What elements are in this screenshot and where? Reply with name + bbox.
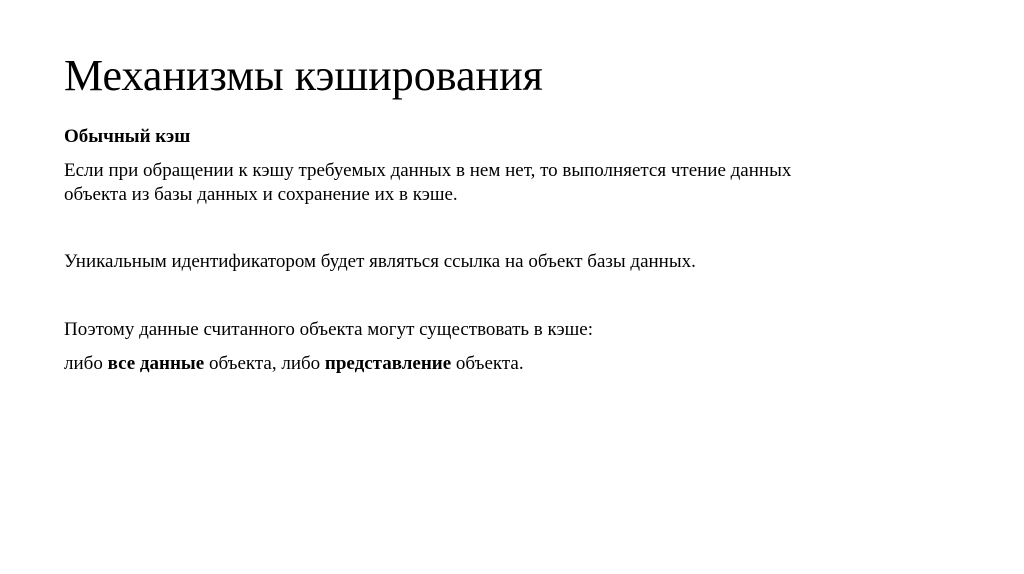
- paragraph-4: [64, 352, 524, 376]
- paragraph-4-bold-1: все данные: [107, 353, 205, 374]
- paragraph-1-line-1: Если при обращении к кэшу требуемых данных в нем нет, то выполняется чтение данных: [64, 160, 792, 181]
- paragraph-4-text-2: объекта, либо: [204, 353, 325, 374]
- paragraph-4-bold-2: представление: [324, 353, 452, 374]
- paragraph-4-text-3: объекта.: [451, 353, 524, 374]
- paragraph-4-text-1: либо: [64, 353, 108, 374]
- slide-subtitle: Обычный кэш: [64, 126, 191, 147]
- paragraph-2: Уникальным идентификатором будет являться ссылка на объект базы данных.: [64, 251, 696, 272]
- slide-title: Механизмы кэширования: [64, 51, 543, 100]
- paragraph-1-line-2: объекта из базы данных и сохранение их в кэше.: [64, 184, 458, 205]
- paragraph-3: Поэтому данные считанного объекта могут существовать в кэше:: [64, 319, 594, 340]
